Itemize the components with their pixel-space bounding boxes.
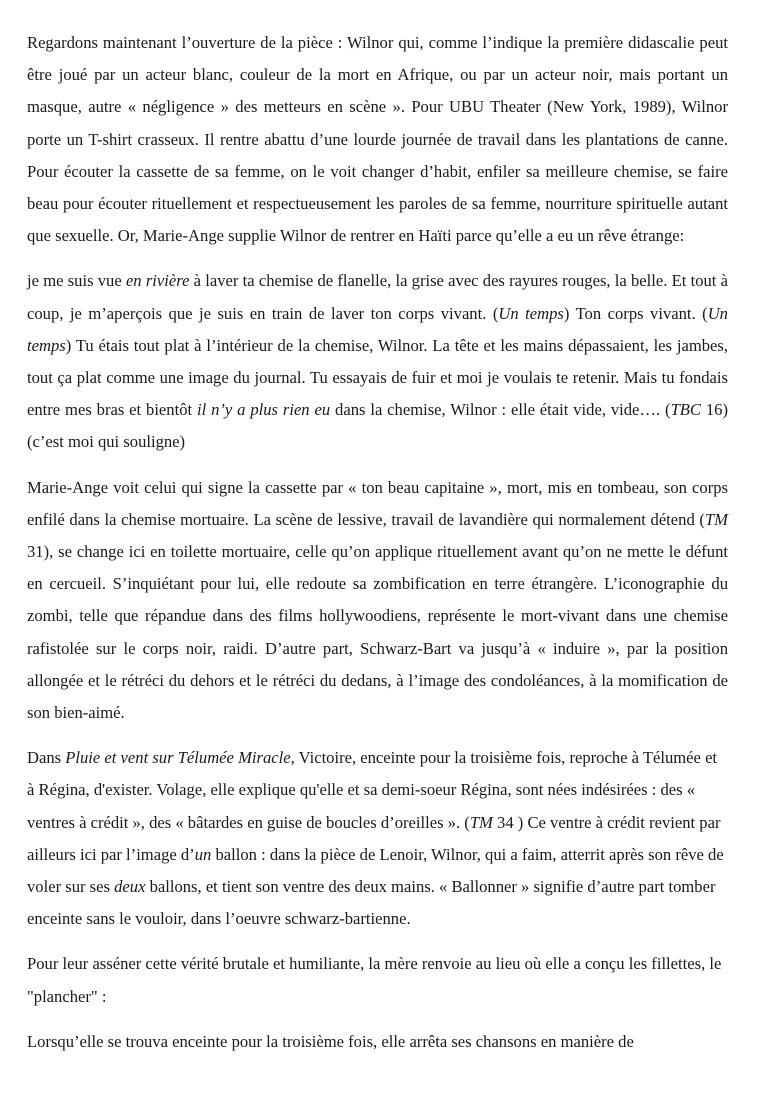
- text-run: Marie-Ange voit celui qui signe la cassette par « ton beau capitaine », mort, mis en tombeau, son corps enfilé dans la chemise mortuaire. La scène de lessive, travail de lavandière qui normalement détend (: [27, 477, 728, 529]
- italic-text: Un temps: [27, 303, 728, 355]
- italic-text: TBC: [670, 400, 701, 420]
- italic-text: en rivière: [125, 271, 190, 291]
- paragraph-quotation-dream: [27, 265, 728, 458]
- text-run: ballons, et tient son ventre des deux mains. « Ballonner » signifie d’autre part tomber enceinte sans le vouloir, dans l’oeuvre schwarz-bartienne.: [27, 877, 716, 929]
- text-run: à laver ta chemise de flanelle, la grise avec des rayures rouges, la belle. Et tout à coup, je m’aperçois que je suis en train de laver ton corps vivant. (: [27, 271, 728, 323]
- text-run: Lorsqu’elle se trouva enceinte pour la troisième fois, elle arrêta ses chansons en manière de: [27, 1031, 634, 1051]
- paragraph-telumee: [27, 742, 728, 935]
- italic-text: TM: [704, 509, 728, 529]
- text-run: Dans: [27, 748, 66, 768]
- italic-text: deux: [114, 877, 146, 897]
- text-run: ) Ton corps vivant. (: [563, 303, 708, 323]
- text-run: dans la chemise, Wilnor : elle était vide, vide…. (: [330, 400, 671, 420]
- paragraph-plancher: [27, 948, 728, 1012]
- italic-text: TM: [469, 812, 493, 832]
- paragraph-mortuary-shirt: [27, 472, 728, 730]
- italic-text: Un temps: [498, 303, 564, 323]
- text-run: 16) (c’est moi qui souligne): [27, 400, 728, 452]
- text-run: 31), se change ici en toilette mortuaire, celle qu’on applique rituellement avant qu’on ne mette le défunt en cercueil. S’inquiétant pour lui, elle redoute sa zombification en terre étrangère. L’iconographie du zombi, telle que répandue dans des films hollywoodiens, représente le mort-vivant dans une chemise rafistolée sur le corps noir, raidi. D’autre part, Schwarz-Bart va jusqu’à « induire », par la position allongée et le rétréci du dehors et le rétréci du dedans, à l’image des condoléances, à la momification de son bien-aimé.: [27, 542, 728, 723]
- italic-text: Pluie et vent sur Télumée Miracle: [65, 748, 291, 768]
- text-run: ) Tu étais tout plat à l’intérieur de la chemise, Wilnor. La tête et les mains dépassaient, les jambes, tout ça plat comme une image du journal. Tu essayais de fuir et moi je voulais te retenir. Mais tu fondais entre mes bras et bientôt: [27, 335, 728, 420]
- text-run: , Victoire, enceinte pour la troisième fois, reproche à Télumée et à Régina, d'exister. Volage, elle explique qu'elle et sa demi-soeur Régina, sont nées indésirées : des « ventres à crédit », des « bâtardes en guise de boucles d’oreilles ». (: [27, 748, 718, 832]
- italic-text: un: [194, 844, 212, 864]
- paragraph-quotation-start: [27, 1026, 728, 1058]
- text-run: Pour leur asséner cette vérité brutale et humiliante, la mère renvoie au lieu où elle a conçu les fillettes, le "plancher" :: [27, 954, 722, 1006]
- text-run: Regardons maintenant l’ouverture de la pièce : Wilnor qui, comme l’indique la première didascalie peut être joué par un acteur blanc, couleur de la mort en Afrique, ou par un acteur noir, mais portant un masque, autre « négligence » des metteurs en scène ». Pour UBU Theater (New York, 1989), Wilnor porte un T-shirt crasseux. Il rentre abattu d’une lourde journée de travail dans les plantations de canne. Pour écouter la cassette de sa femme, on le voit changer d’habit, enfiler sa meilleure chemise, se faire beau pour écouter rituellement et respectueusement les paroles de sa femme, nourriture spirituelle autant que sexuelle. Or, Marie-Ange supplie Wilnor de rentrer en Haïti parce qu’elle a eu un rêve étrange:: [27, 33, 728, 246]
- text-run: ballon : dans la pièce de Lenoir, Wilnor, qui a faim, atterrit après son rêve de voler sur ses: [27, 844, 724, 897]
- text-run: je me suis vue: [27, 271, 126, 291]
- italic-text: il n’y a plus rien eu: [197, 400, 331, 420]
- paragraph-opening-analysis: [27, 27, 728, 252]
- text-run: 34 ) Ce ventre à crédit revient par ailleurs ici par l’image d’: [27, 812, 721, 864]
